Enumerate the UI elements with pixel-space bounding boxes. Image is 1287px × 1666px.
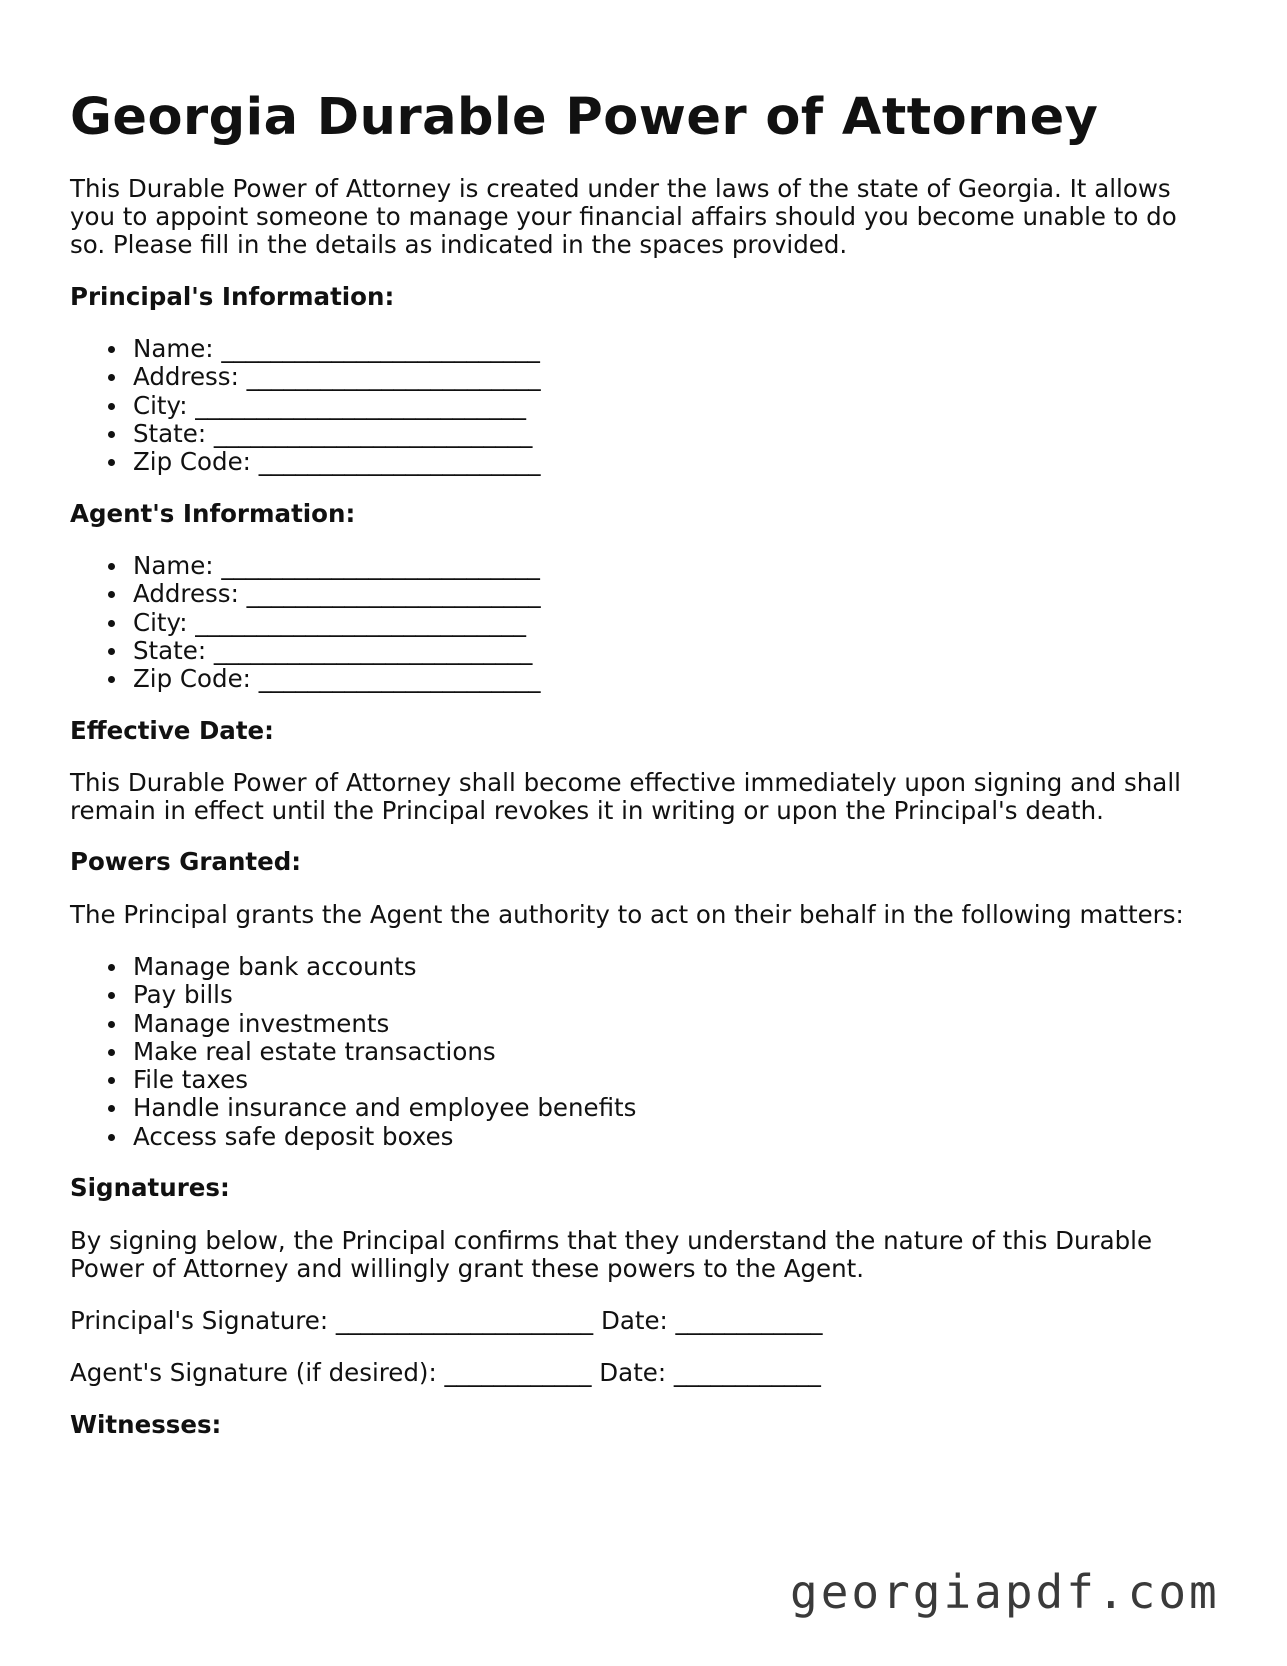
power-item: Manage investments	[133, 1009, 636, 1037]
signatures-text-line-2: Power of Attorney and willingly grant these powers to the Agent.	[70, 1254, 865, 1283]
principal-name-field: Name: __________________________	[133, 334, 540, 363]
principal-address-field: Address: ________________________	[133, 362, 541, 392]
power-item: File taxes	[133, 1065, 636, 1093]
intro-line-3: so. Please fill in the details as indicated in the spaces provided.	[70, 230, 848, 259]
agent-city-field: City: ___________________________	[133, 608, 541, 636]
agent-heading: Agent's Information:	[70, 499, 356, 528]
power-item: Handle insurance and employee benefits	[133, 1093, 637, 1123]
witnesses-heading: Witnesses:	[70, 1410, 222, 1439]
principal-heading: Principal's Information:	[70, 282, 395, 311]
agent-name-field: Name: __________________________	[133, 551, 540, 580]
agent-signature-line: Agent's Signature (if desired): ____________ Date: ____________	[70, 1358, 821, 1387]
agent-fields	[70, 551, 541, 692]
effective-text-line-2: remain in effect until the Principal revokes it in writing or upon the Principal's death.	[70, 796, 1104, 825]
intro-line-1: This Durable Power of Attorney is created under the laws of the state of Georgia. It allows	[70, 174, 1171, 203]
watermark: georgiapdf.com	[790, 1565, 1220, 1619]
power-item: Make real estate transactions	[133, 1037, 636, 1065]
agent-zip-field: Zip Code: _______________________	[133, 664, 541, 694]
principal-signature-line: Principal's Signature: _____________________ Date: ____________	[70, 1306, 823, 1335]
powers-intro: The Principal grants the Agent the authority to act on their behalf in the following matters:	[70, 900, 1184, 929]
power-item: Access safe deposit boxes	[133, 1122, 636, 1150]
principal-state-field: State: __________________________	[133, 419, 541, 447]
signatures-heading: Signatures:	[70, 1173, 230, 1202]
intro-line-2: you to appoint someone to manage your financial affairs should you become unable to do	[70, 202, 1177, 231]
power-item: Pay bills	[133, 980, 636, 1008]
principal-zip-field: Zip Code: _______________________	[133, 447, 541, 477]
principal-city-field: City: ___________________________	[133, 391, 541, 419]
document-title: Georgia Durable Power of Attorney	[70, 88, 1099, 147]
signatures-text-line-1: By signing below, the Principal confirms that they understand the nature of this Durable	[70, 1226, 1153, 1255]
powers-list	[70, 952, 636, 1150]
principal-fields	[70, 334, 541, 475]
agent-address-field: Address: ________________________	[133, 579, 541, 609]
agent-state-field: State: __________________________	[133, 636, 541, 664]
power-item: Manage bank accounts	[133, 952, 636, 980]
powers-heading: Powers Granted:	[70, 847, 302, 876]
effective-date-heading: Effective Date:	[70, 716, 274, 745]
effective-text-line-1: This Durable Power of Attorney shall become effective immediately upon signing and shall	[70, 768, 1181, 797]
